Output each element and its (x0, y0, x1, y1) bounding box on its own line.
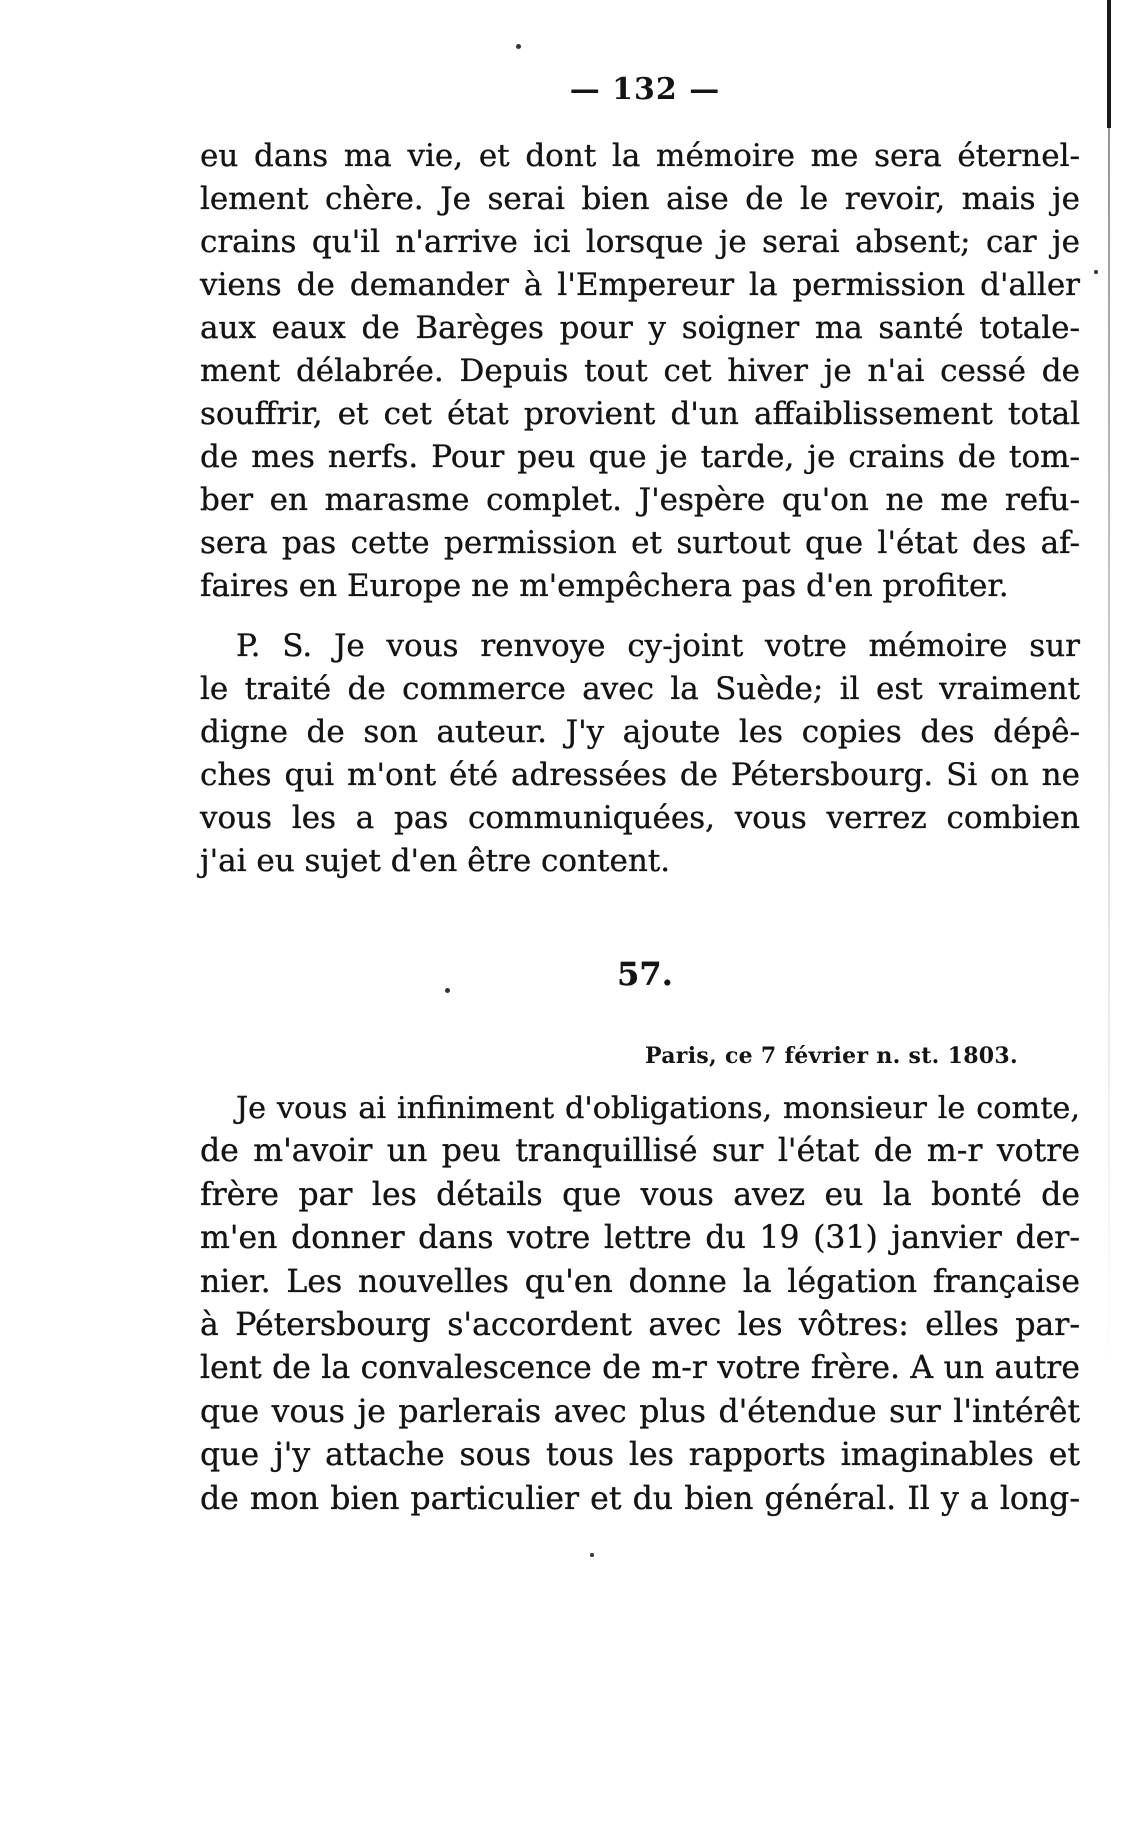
text-line: que j'y attache sous tous les rapports imaginables et (200, 1437, 1080, 1474)
page-edge-rule (1107, 0, 1111, 128)
page-edge-shadow (1108, 128, 1110, 1368)
text-line: lent de la convalescence de m-r votre frère. A un autre (200, 1350, 1080, 1387)
text-line: à Pétersbourg s'accordent avec les vôtres: elles par- (200, 1306, 1080, 1343)
text-line: souffrir, et cet état provient d'un affaiblissement total (200, 396, 1080, 432)
text-line: ches qui m'ont été adressées de Pétersbourg. Si on ne (200, 757, 1080, 793)
text-line: digne de son auteur. J'y ajoute les copies des dépê- (200, 714, 1080, 750)
text-line: eu dans ma vie, et dont la mémoire me sera éternel- (200, 138, 1080, 174)
letter-dateline: Paris, ce 7 février n. st. 1803. (645, 1043, 1018, 1069)
text-line: le traité de commerce avec la Suède; il est vraiment (200, 671, 1080, 707)
text-line: ber en marasme complet. J'espère qu'on ne me refu- (200, 482, 1080, 518)
text-line: de mes nerfs. Pour peu que je tarde, je crains de tom- (200, 439, 1080, 475)
text-line: P. S. Je vous renvoye cy-joint votre mémoire sur (236, 628, 1080, 664)
letter-number: 57. (617, 955, 673, 993)
text-line: faires en Europe ne m'empêchera pas d'en profiter. (200, 568, 1009, 604)
text-line: que vous je parlerais avec plus d'étendue sur l'intérêt (200, 1393, 1080, 1430)
print-speck (590, 1553, 594, 1557)
text-line: aux eaux de Barèges pour y soigner ma santé totale- (200, 310, 1080, 346)
text-line: ment délabrée. Depuis tout cet hiver je n'ai cessé de (200, 353, 1080, 389)
print-speck (445, 988, 450, 993)
text-line: Je vous ai infiniment d'obligations, monsieur le comte, (236, 1091, 1080, 1126)
text-line: nier. Les nouvelles qu'en donne la légation française (200, 1263, 1080, 1300)
continuation-paragraph (200, 135, 1080, 608)
text-line: m'en donner dans votre lettre du 19 (31) janvier der- (200, 1220, 1080, 1257)
text-line: sera pas cette permission et surtout que l'état des af- (200, 525, 1080, 561)
text-line: de m'avoir un peu tranquillisé sur l'état de m-r votre (200, 1133, 1080, 1170)
page-number: — 132 — (569, 72, 721, 107)
text-line: frère par les détails que vous avez eu la bonté de (200, 1176, 1080, 1213)
text-line: viens de demander à l'Empereur la permission d'aller (200, 267, 1080, 303)
print-speck (1094, 270, 1098, 274)
text-line: j'ai eu sujet d'en être content. (200, 843, 671, 879)
text-line: crains qu'il n'arrive ici lorsque je serai absent; car je (200, 224, 1080, 260)
text-line: vous les a pas communiquées, vous verrez combien (200, 800, 1080, 836)
text-line: de mon bien particulier et du bien général. Il y a long- (200, 1480, 1080, 1517)
text-line: lement chère. Je serai bien aise de le revoir, mais je (200, 181, 1080, 217)
print-speck (516, 44, 521, 49)
postscript-paragraph (200, 625, 1080, 883)
letter-body-paragraph (200, 1087, 1080, 1521)
